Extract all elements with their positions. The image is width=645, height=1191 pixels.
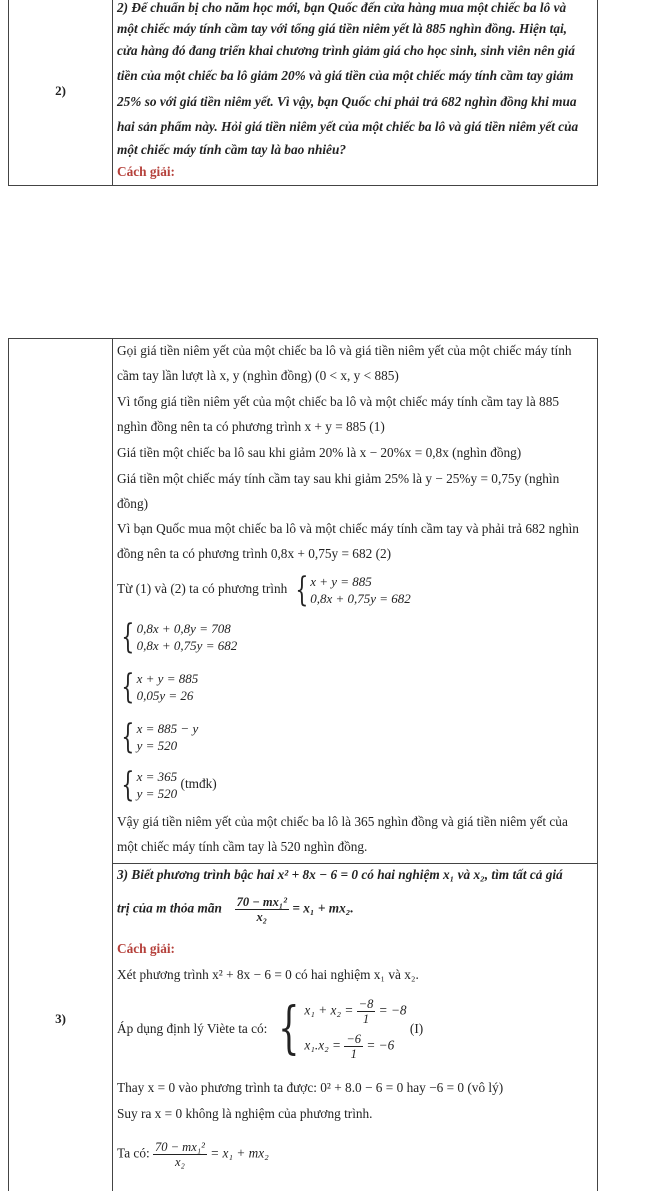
- final-prefix: Ta có:: [117, 1145, 150, 1161]
- equation-system: { x = 365 y = 520 (tmđk): [121, 765, 217, 805]
- equation: x = 365: [136, 769, 178, 784]
- equation: 0,8x + 0,75y = 682: [136, 638, 238, 653]
- fraction-denominator: x₂: [256, 910, 268, 924]
- problem-line: một chiếc máy tính cầm tay là bao nhiêu?: [117, 142, 347, 157]
- deduce-line: Suy ra x = 0 không là nghiệm của phương trình.: [117, 1106, 373, 1121]
- solution-line: cầm tay lần lượt là x, y (nghìn đồng) (0 < x, y < 885): [117, 368, 399, 383]
- fraction-numerator: 70 − mx₁²: [155, 1140, 205, 1154]
- solution-line: nghìn đồng nên ta có phương trình x + y = 885 (1): [117, 419, 385, 434]
- problem-line: 2) Để chuẩn bị cho năm học mới, bạn Quốc đến cửa hàng mua một chiếc ba lô và: [117, 0, 567, 15]
- solution-label: Cách giải:: [117, 941, 175, 956]
- solution-line: Giá tiền một chiếc ba lô sau khi giảm 20% là x − 20%x = 0,8x (nghìn đồng): [117, 445, 522, 460]
- equation: 0,05y = 26: [136, 688, 194, 703]
- solution-label: Cách giải:: [117, 164, 175, 179]
- viete-product-rhs: = −6: [366, 1037, 395, 1053]
- equation: x + y = 885: [310, 574, 372, 589]
- condition-note: (tmđk): [180, 776, 217, 792]
- conclusion-line: một chiếc máy tính cầm tay là 520 nghìn đồng.: [117, 839, 368, 854]
- fraction-numerator: −6: [346, 1032, 362, 1046]
- problem-line: một chiếc máy tính cầm tay với tổng giá tiền niêm yết là 885 nghìn đồng. Hiện tại,: [117, 21, 568, 36]
- row-divider: [112, 863, 597, 864]
- viete-sum-rhs: = −8: [378, 1002, 407, 1018]
- equation: 0,8x + 0,75y = 682: [310, 591, 411, 606]
- solution-line: Giá tiền một chiếc máy tính cầm tay sau khi giảm 25% là y − 25%y = 0,75y (nghìn: [117, 471, 560, 486]
- final-equation: [117, 1140, 269, 1169]
- problem-3-condition: [117, 895, 354, 924]
- problem-line: tiền của một chiếc ba lô giảm 20% và giá tiền của một chiếc máy tính cầm tay giảm: [117, 68, 574, 83]
- substitute-line: Thay x = 0 vào phương trình ta được: 0² + 8.0 − 6 = 0 hay −6 = 0 (vô lý): [117, 1080, 504, 1095]
- consider-line: Xét phương trình x² + 8x − 6 = 0 có hai nghiệm x₁ và x₂.: [117, 967, 419, 982]
- solution-line: Vì tổng giá tiền niêm yết của một chiếc ba lô và một chiếc máy tính cầm tay là 885: [117, 394, 559, 409]
- equation-system: { x + y = 885 0,05y = 26: [121, 667, 199, 707]
- equation: y = 520: [136, 738, 178, 753]
- final-rhs: = x₁ + mx₂: [210, 1145, 269, 1161]
- fraction-denominator: 1: [350, 1047, 357, 1061]
- problem-number: 2): [55, 83, 66, 98]
- viete-system: { x₁ + x₂ = $\frac{-8}{1}$ = −8 x₁.x₂ = $\frac{-6}{1}$ = −6: [277, 996, 407, 1061]
- condition-fraction: [235, 895, 289, 924]
- equation: 0,8x + 0,8y = 708: [136, 621, 231, 636]
- conclusion-line: Vậy giá tiền niêm yết của một chiếc ba lô là 365 nghìn đồng và giá tiền niêm yết của: [117, 814, 568, 829]
- fraction-denominator: 1: [362, 1012, 370, 1026]
- problem-line: 25% so với giá tiền niêm yết. Vì vậy, bạn Quốc chỉ phải trả 682 nghìn đồng khi mua: [117, 94, 577, 109]
- fraction-numerator: 70 − mx₁²: [236, 895, 287, 909]
- viete-sum-lhs: x₁ + x₂ =: [304, 1002, 354, 1018]
- fraction-numerator: −8: [358, 997, 374, 1011]
- fraction-denominator: x₂: [174, 1155, 185, 1169]
- system-intro: Từ (1) và (2) ta có phương trình: [117, 581, 288, 597]
- problem-number: 3): [55, 1011, 66, 1026]
- solution-table: [8, 338, 598, 1191]
- viete-intro: Áp dụng định lý Viète ta có:: [117, 1021, 268, 1036]
- viete-product-lhs: x₁.x₂ =: [304, 1037, 342, 1053]
- equation-system: { x + y = 885 0,8x + 0,75y = 682: [294, 570, 411, 610]
- equation: x + y = 885: [136, 671, 199, 686]
- solution-line: Vì bạn Quốc mua một chiếc ba lô và một chiếc máy tính cầm tay và phải trả 682 nghìn: [117, 521, 579, 536]
- equation-system: { 0,8x + 0,8y = 708 0,8x + 0,75y = 682: [121, 617, 238, 657]
- solution-line: đồng nên ta có phương trình 0,8x + 0,75y = 682 (2): [117, 546, 392, 561]
- condition-prefix: trị của m thỏa mãn: [117, 900, 222, 916]
- equation-system: { x = 885 − y y = 520: [121, 717, 199, 757]
- solution-line: Gọi giá tiền niêm yết của một chiếc ba lô và giá tiền niêm yết của một chiếc máy tính: [117, 343, 572, 358]
- problem-line: cửa hàng đó đang triển khai chương trình giảm giá cho học sinh, sinh viên nên giá: [117, 43, 575, 58]
- number-column: [9, 339, 113, 1191]
- equation: y = 520: [136, 786, 178, 801]
- final-fraction: [153, 1140, 207, 1169]
- problem-line: hai sản phẩm này. Hỏi giá tiền niêm yết của một chiếc ba lô và giá tiền niêm yết của: [117, 119, 579, 134]
- system-intro-line: [117, 570, 411, 610]
- problem-3-line: 3) Biết phương trình bậc hai x² + 8x − 6 = 0 có hai nghiệm x₁ và x₂, tìm tất cả giá: [117, 867, 563, 882]
- condition-rhs: = x₁ + mx₂.: [292, 900, 354, 916]
- number-column: [9, 0, 113, 185]
- solution-line: đồng): [117, 496, 149, 511]
- equation-tag: (I): [409, 1021, 424, 1036]
- viete-line: [117, 997, 423, 1061]
- equation: x = 885 − y: [136, 721, 199, 736]
